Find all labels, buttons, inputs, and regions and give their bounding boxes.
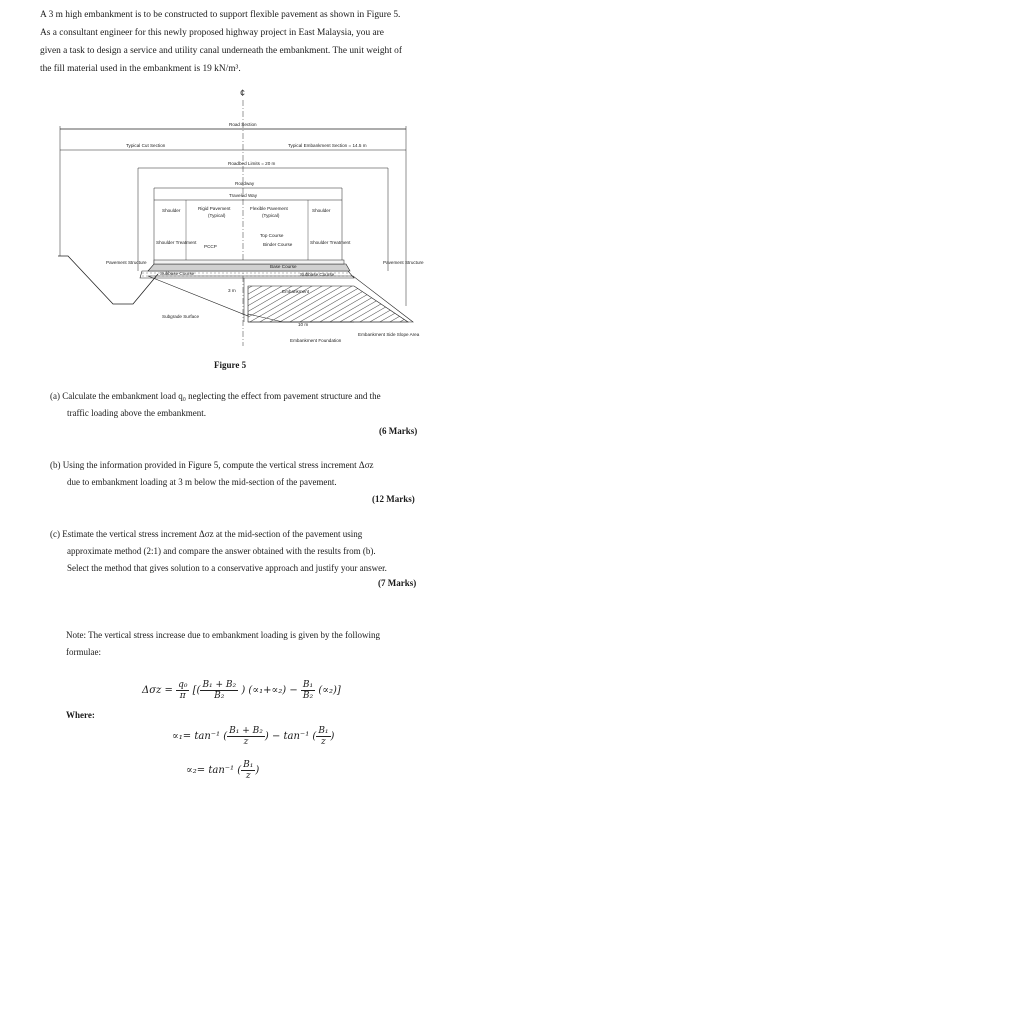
note-line: formulae: [66,647,101,657]
note-line: Note: The vertical stress increase due to embankment loading is given by the following [66,630,381,640]
exam-page [34,0,466,800]
alpha1-minus: − tan⁻¹ [271,731,310,742]
alpha2-lhs: ∝₂= tan⁻¹ [186,765,235,776]
flexible-pavement-label: Flexible Pavement [250,206,288,211]
question-a-line: (a) Calculate the embankment load q₀ neglecting the effect from pavement structure and the [50,391,381,401]
alpha2-num: B₁ [243,760,254,770]
base-course-layer [148,264,350,271]
intro-line: A 3 m high embankment is to be constructed to support flexible pavement as shown in Figure 5. [40,10,401,20]
question-b-line: (b) Using the information provided in Figure 5, compute the vertical stress increment Δσz [50,460,374,470]
question-c-line: approximate method (2:1) and compare the answer obtained with the results from (b). [67,546,376,556]
roadway-label: Roadway [235,181,255,186]
subgrade-surface-label: Subgrade Surface [162,314,200,319]
intro-paragraph [40,6,460,78]
alpha1-fraction [227,726,265,747]
shoulder-treatment-left-label: Shoulder Treatment [156,240,197,245]
eq-b1: B₁ [302,680,314,690]
eq-q0-over-pi [176,680,189,701]
typical-cut-label: Typical Cut Section [126,143,166,148]
question-c [50,526,450,577]
pavement-structure-left-label: Pavement Structure [106,260,147,265]
top-course-label: Top Course [260,233,284,238]
shoulder-treatment-right-label: Shoulder Treatment [310,240,351,245]
eq-b1b2-num: B₁ + B₂ [202,680,237,690]
alpha2-equation: ∝₂= tan⁻¹ ( $\frac{\text{B₁}}{z}$ ) [186,760,260,781]
alpha1-den: z [243,737,249,747]
alpha1-lhs: ∝₁= tan⁻¹ [172,731,221,742]
cross-section-svg [58,86,448,361]
rigid-typical-label: (Typical) [208,213,226,218]
three-m-label: 3 m [228,288,236,293]
road-section-label: Road Section [229,122,257,127]
embankment-side-slope-label: Embankment Side Slope Area [358,332,420,337]
shoulder-left-label: Shoulder [162,208,181,213]
alpha1-num2: B₁ [318,726,329,736]
surface-layer [154,260,344,264]
question-a-line: traffic loading above the embankment. [67,408,207,418]
question-c-line: Select the method that gives solution to a conservative approach and justify your answer. [67,563,387,573]
main-stress-equation: Δσz = $\frac{\text{q₀}}{\pi}$ [( $\frac{\text{B₁ + B₂}}{\text{B₂}}$ ) (∝₁+∝₂) − $\frac{\text{B₁}}{\text{B₂}}$ (∝₂)] [142,680,341,701]
where-label: Where: [66,710,95,720]
base-course-label: Base Course [270,264,297,269]
alpha2-den: z [245,771,251,781]
typical-embankment-label: Typical Embankment Section = 14.5 m [288,143,367,148]
binder-course-label: Binder Course [263,242,293,247]
eq-pi: π [179,691,186,701]
embankment-label: Embankment [282,289,310,294]
eq-b2: B₂ [302,691,314,701]
question-c-line: (c) Estimate the vertical stress increment Δσz at the mid-section of the pavement using [50,529,363,539]
eq-alpha-sum: ) (∝₁+∝₂) − [241,685,298,696]
pccp-label: PCCP [204,244,217,249]
flexible-typical-label: (Typical) [262,213,280,218]
figure-caption: Figure 5 [214,360,247,370]
note-paragraph [66,627,454,661]
pavement-structure-right-label: Pavement Structure [383,260,424,265]
question-b [50,457,450,491]
rigid-pavement-label: Rigid Pavement [198,206,231,211]
alpha1-num: B₁ + B₂ [229,726,263,736]
intro-line: As a consultant engineer for this newly proposed highway project in East Malaysia, you are [40,28,384,38]
eq-tail: (∝₂)] [318,685,341,696]
shoulder-right-label: Shoulder [312,208,331,213]
question-a-marks: (6 Marks) [379,426,418,436]
intro-line: given a task to design a service and utility canal underneath the embankment. The unit weight of [40,46,402,56]
eq-b1b2-fraction [200,680,238,701]
embankment-foundation-label: Embankment Foundation [290,338,342,343]
alpha1-den2: z [321,737,326,747]
subbase-course-left-label: Subbase Course [160,271,195,276]
eq-b1-over-b2 [301,680,315,701]
eq-lhs: Δσz = [142,685,173,696]
roadbed-limits-label: Roadbed Limits = 20 m [228,161,276,166]
alpha2-fraction [241,760,255,781]
ten-m-label: 10 m [298,322,309,327]
question-c-marks: (7 Marks) [378,578,417,588]
question-b-marks: (12 Marks) [372,494,415,504]
subbase-course-right-label: Subbase Course [300,272,335,277]
eq-q0: q₀ [178,680,188,690]
eq-b1b2-den: B₂ [214,691,225,701]
embankment-fill [248,286,408,322]
traveled-way-label: Traveled Way [229,193,257,198]
embankment-diagram [58,86,448,371]
alpha1-equation: ∝₁= tan⁻¹ ( $\frac{\text{B₁ + B₂}}{z}$ ) − tan⁻¹ ( $\frac{\text{B₁}}{z}$ ) [172,726,335,747]
centerline-symbol: ¢ [240,88,246,98]
question-a [50,388,450,422]
intro-line: the fill material used in the embankment is 19 kN/m³. [40,64,241,74]
question-b-line: due to embankment loading at 3 m below the mid-section of the pavement. [67,477,337,487]
alpha1-fraction-2 [316,726,330,747]
